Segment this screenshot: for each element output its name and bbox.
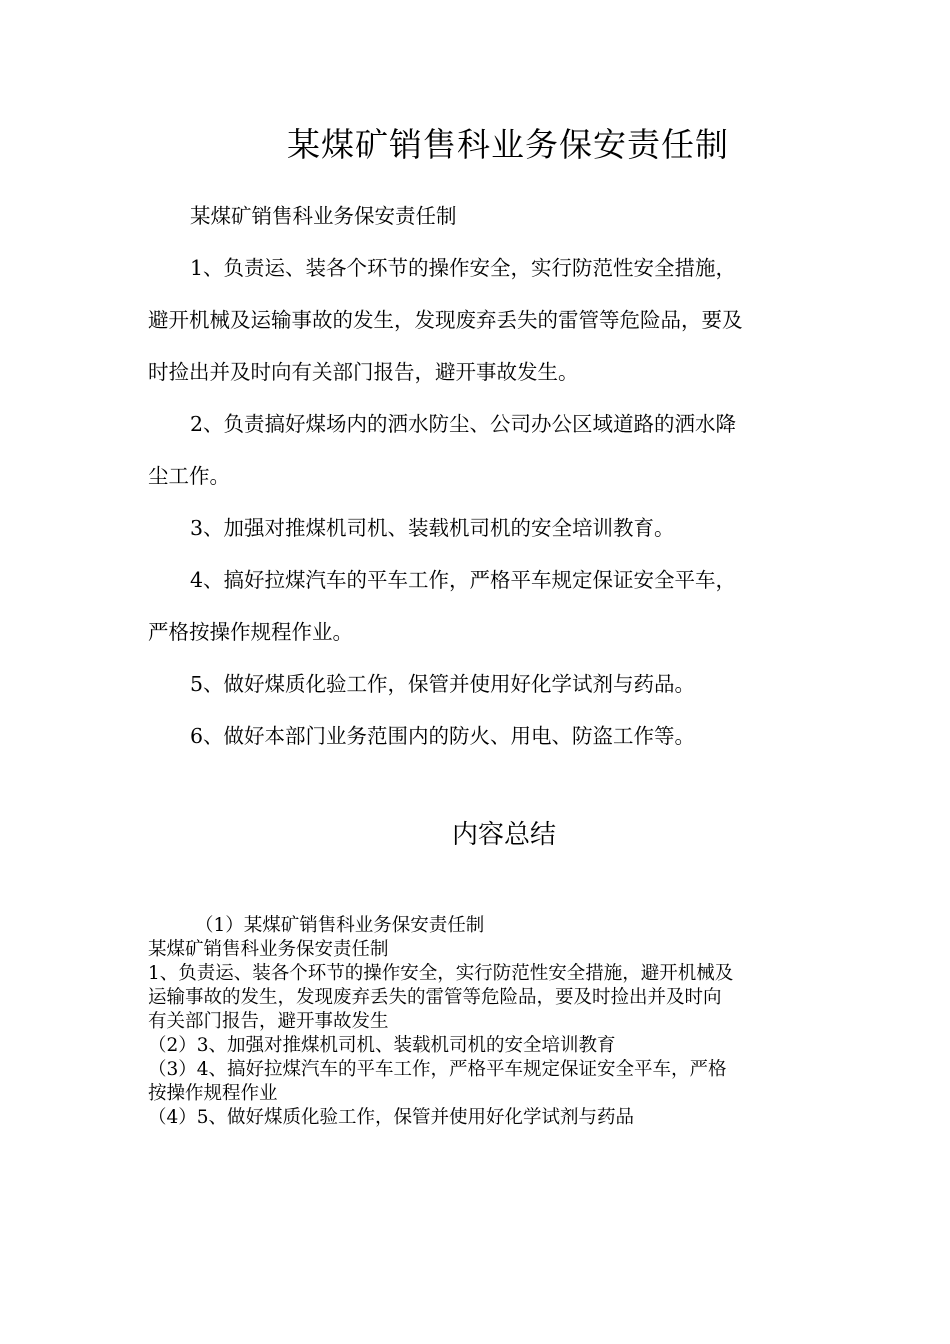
paragraph-6 [148,710,808,762]
paragraph-2-line-2: 尘工作。 [148,464,230,488]
summary-line: 1、负责运、装各个环节的操作安全，实行防范性安全措施，避开机械及 [148,963,734,984]
paragraph-3-line-1: 3、加强对推煤机司机、装载机司机的安全培训教育。 [190,516,675,540]
paragraph-6-line-1: 6、做好本部门业务范围内的防火、用电、防盗工作等。 [190,724,696,748]
body-heading [148,190,808,242]
body-heading-text: 某煤矿销售科业务保安责任制 [190,204,457,228]
paragraph-1-line-1: 1、负责运、装各个环节的操作安全，实行防范性安全措施， [190,256,737,280]
document-body [148,190,808,762]
summary-line: 运输事故的发生，发现废弃丢失的雷管等危险品，要及时捡出并及时向 [148,987,722,1008]
summary-line: 有关部门报告，避开事故发生 [148,1011,389,1032]
paragraph-4 [148,554,808,658]
document-title: 某煤矿销售科业务保安责任制 [287,125,729,164]
paragraph-2 [148,398,808,502]
paragraph-1 [148,242,808,398]
paragraph-2-line-1: 2、负责搞好煤场内的洒水防尘、公司办公区域道路的洒水降 [190,412,737,436]
paragraph-4-line-1: 4、搞好拉煤汽车的平车工作，严格平车规定保证安全平车， [190,568,737,592]
paragraph-5-line-1: 5、做好煤质化验工作，保管并使用好化学试剂与药品。 [190,672,696,696]
paragraph-5 [148,658,808,710]
summary-line: （2）3、加强对推煤机司机、装载机司机的安全培训教育 [148,1035,616,1056]
summary-title: 内容总结 [451,820,556,850]
summary-line: （3）4、搞好拉煤汽车的平车工作，严格平车规定保证安全平车，严格 [148,1059,727,1080]
summary-section [148,914,828,1130]
summary-line: （1）某煤矿销售科业务保安责任制 [195,915,485,936]
summary-line: 按操作规程作业 [148,1083,278,1104]
paragraph-3 [148,502,808,554]
paragraph-1-line-2: 避开机械及运输事故的发生，发现废弃丢失的雷管等危险品，要及 [148,308,743,332]
paragraph-1-line-3: 时捡出并及时向有关部门报告，避开事故发生。 [148,360,579,384]
summary-line: 某煤矿销售科业务保安责任制 [148,939,389,960]
summary-line: （4）5、做好煤质化验工作，保管并使用好化学试剂与药品 [148,1107,635,1128]
paragraph-4-line-2: 严格按操作规程作业。 [148,620,353,644]
